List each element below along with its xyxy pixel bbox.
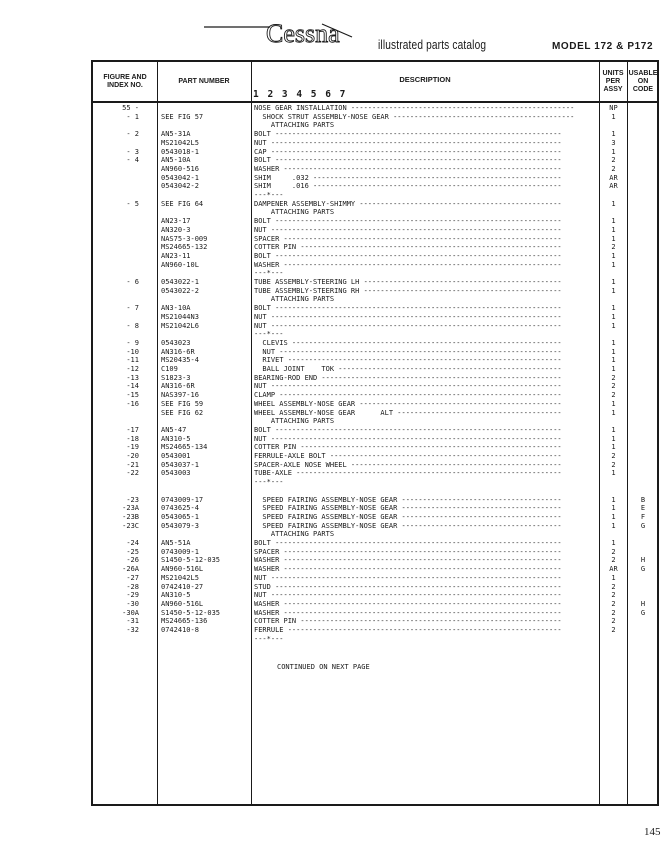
description: SPEED FAIRING ASSEMBLY-NOSE GEAR -------------------------------------- [254, 521, 562, 530]
description: NUT --------------------------------------------------------------------- [254, 312, 562, 321]
description: TUBE ASSEMBLY-STEERING LH ----------------------------------------------- [254, 278, 562, 286]
figure-index: - 6 [126, 278, 139, 286]
part-number: MS21042L5 [161, 138, 199, 147]
units-per-assy: 1 [611, 469, 616, 478]
table-row [93, 243, 657, 252]
table-row [93, 322, 657, 331]
part-number: AN5-51A [161, 539, 191, 547]
description: ---*--- [254, 330, 284, 339]
part-number: 0543079-3 [161, 521, 199, 530]
part-number: 0543022-1 [161, 278, 199, 286]
units-per-assy: 1 [611, 225, 616, 234]
table-row [93, 565, 657, 574]
table-row [93, 287, 657, 296]
description: RIVET ----------------------------------------------------------------- [254, 356, 562, 365]
usable-code: F [640, 512, 646, 521]
figure-index: -15 [126, 391, 139, 400]
table-row [93, 635, 657, 644]
description: SPACER ------------------------------------------------------------------ [254, 234, 562, 243]
description: ---*--- [254, 269, 284, 278]
indent-digits: 1 2 3 4 5 6 7 [253, 89, 347, 100]
figure-index: -23 [126, 495, 139, 504]
description: DAMPENER ASSEMBLY-SHIMMY ------------------------------------------------ [254, 199, 562, 208]
units-per-assy: 2 [611, 582, 616, 591]
usable-code: G [640, 565, 646, 574]
table-row [93, 330, 657, 339]
header-description: DESCRIPTION [399, 75, 451, 84]
table-row [93, 139, 657, 148]
table-row [93, 165, 657, 174]
description: BOLT -------------------------------------------------------------------- [254, 156, 562, 165]
continued-note: CONTINUED ON NEXT PAGE [277, 663, 370, 671]
table-row [93, 304, 657, 313]
units-per-assy: 2 [611, 460, 616, 469]
header-code: USABLE ON CODE [628, 69, 658, 93]
figure-index: -14 [126, 382, 139, 391]
part-number: S1450-5-12-035 [161, 556, 221, 565]
figure-index: - 7 [126, 304, 139, 313]
part-number: SEE FIG 64 [161, 199, 204, 208]
units-per-assy: 1 [611, 399, 616, 408]
figure-index: -23C [122, 521, 139, 530]
description: NUT --------------------------------------------------------------------- [254, 573, 562, 582]
description: NUT --------------------------------------------------------------------- [254, 382, 562, 391]
units-per-assy: 1 [611, 130, 616, 139]
table-row [93, 452, 657, 461]
table-row [93, 252, 657, 261]
table-row [93, 365, 657, 374]
table-row [93, 461, 657, 470]
table-row [93, 174, 657, 183]
figure-index: -21 [126, 460, 139, 469]
figure-index: -29 [126, 591, 139, 600]
model-label: MODEL 172 & P172 [552, 41, 654, 52]
units-per-assy: 1 [611, 356, 616, 365]
description: SPEED FAIRING ASSEMBLY-NOSE GEAR -------------------------------------- [254, 495, 562, 504]
table-row [93, 313, 657, 322]
part-number: AN960-516L [161, 565, 204, 574]
description: NUT --------------------------------------------------------------------- [254, 591, 562, 600]
figure-index: - 9 [126, 338, 139, 347]
part-number: MS24665-132 [161, 243, 208, 252]
description: SPEED FAIRING ASSEMBLY-NOSE GEAR -------------------------------------- [254, 504, 562, 513]
units-per-assy: AR [609, 565, 618, 574]
part-number: MS24665-134 [161, 443, 208, 452]
units-per-assy: 2 [611, 599, 616, 608]
description: WASHER ------------------------------------------------------------------ [254, 556, 562, 565]
units-per-assy: 1 [611, 112, 616, 121]
units-per-assy: 1 [611, 347, 616, 356]
table-row [93, 487, 657, 496]
part-number: AN3-10A [161, 304, 191, 313]
table-row [93, 191, 657, 200]
part-number: SEE FIG 62 [161, 408, 204, 417]
usable-code: B [640, 495, 646, 504]
part-number: 0543042-1 [161, 173, 199, 182]
table-row [93, 496, 657, 505]
figure-index: -26 [126, 556, 139, 565]
description: SPEED FAIRING ASSEMBLY-NOSE GEAR -------------------------------------- [254, 512, 562, 521]
description: CLAMP ------------------------------------------------------------------- [254, 391, 562, 400]
table-row [93, 391, 657, 400]
figure-index: -12 [126, 365, 139, 373]
description: SPACER ------------------------------------------------------------------ [254, 547, 562, 556]
description: WHEEL ASSEMBLY-NOSE GEAR ------------------------------------------------ [254, 399, 562, 408]
units-per-assy: 2 [611, 373, 616, 382]
part-number: AN5-47 [161, 425, 187, 434]
part-number: NAS397-16 [161, 391, 199, 400]
cessna-logo [204, 6, 374, 56]
table-row [93, 121, 657, 130]
description: STUD -------------------------------------------------------------------- [254, 582, 562, 591]
units-per-assy: 1 [611, 321, 616, 330]
units-per-assy: 1 [611, 443, 616, 452]
units-per-assy: NP [609, 104, 618, 112]
table-row [93, 539, 657, 548]
part-number: 0543022-2 [161, 286, 199, 295]
description: NUT --------------------------------------------------------------------- [254, 225, 562, 234]
part-number: MS21044N3 [161, 312, 199, 321]
usable-code: H [640, 599, 646, 608]
description: ---*--- [254, 634, 284, 643]
description: TUBE ASSEMBLY-STEERING RH ----------------------------------------------- [254, 286, 562, 295]
description: WHEEL ASSEMBLY-NOSE GEAR ALT --------------------------------------- [254, 408, 562, 417]
part-number: 0543003 [161, 469, 191, 478]
part-number: AN960-516L [161, 599, 204, 608]
part-number: 0743009-1 [161, 547, 199, 556]
description: FERRULE ----------------------------------------------------------------- [254, 626, 562, 634]
table-row [93, 104, 657, 113]
description: BOLT -------------------------------------------------------------------- [254, 251, 562, 260]
part-number: 0742410-8 [161, 626, 199, 634]
units-per-assy: 2 [611, 547, 616, 556]
table-row [93, 295, 657, 304]
units-per-assy: 3 [611, 138, 616, 147]
description: CLEVIS ---------------------------------------------------------------- [254, 338, 562, 347]
part-number: S1450-5-12-035 [161, 608, 221, 617]
units-per-assy: 1 [611, 539, 616, 547]
part-number: MS24665-136 [161, 617, 208, 626]
usable-code: H [640, 556, 646, 565]
description: NUT --------------------------------------------------------------------- [254, 321, 562, 330]
units-per-assy: 1 [611, 278, 616, 286]
figure-index: -11 [126, 356, 139, 365]
figure-index: -19 [126, 443, 139, 452]
table-row [93, 148, 657, 157]
table-row [93, 409, 657, 418]
description: ATTACHING PARTS [254, 121, 335, 130]
part-number: AN23-11 [161, 251, 191, 260]
table-row [93, 435, 657, 444]
units-per-assy: 1 [611, 199, 616, 208]
table-row [93, 348, 657, 357]
units-per-assy: 2 [611, 391, 616, 400]
figure-index: -22 [126, 469, 139, 478]
catalog-tagline: illustrated parts catalog [378, 37, 487, 52]
description: WASHER ------------------------------------------------------------------ [254, 608, 562, 617]
description: ATTACHING PARTS [254, 530, 335, 539]
table-row [93, 609, 657, 618]
figure-index: -28 [126, 582, 139, 591]
part-number: AN960-516 [161, 164, 199, 173]
units-per-assy: 1 [611, 425, 616, 434]
part-number: AN310-5 [161, 434, 191, 443]
part-number: AN316-6R [161, 347, 195, 356]
figure-index: -32 [126, 626, 139, 634]
description: FERRULE-AXLE BOLT ------------------------------------------------------- [254, 452, 562, 460]
units-per-assy: 1 [611, 504, 616, 513]
part-number: SEE FIG 57 [161, 112, 204, 121]
description: COTTER PIN -------------------------------------------------------------- [254, 443, 562, 452]
brand-wordmark: Cessna [266, 19, 340, 48]
units-per-assy: 2 [611, 156, 616, 165]
figure-index: - 4 [126, 156, 139, 165]
part-number: AN5-31A [161, 130, 191, 139]
description: COTTER PIN -------------------------------------------------------------- [254, 243, 562, 252]
units-per-assy: 2 [611, 556, 616, 565]
part-number: 0743009-17 [161, 495, 204, 504]
units-per-assy: 2 [611, 243, 616, 252]
description: ---*--- [254, 191, 284, 199]
units-per-assy: 2 [611, 608, 616, 617]
units-per-assy: 1 [611, 338, 616, 347]
units-per-assy: 1 [611, 573, 616, 582]
header-part-number: PART NUMBER [178, 77, 230, 85]
figure-index: -10 [126, 347, 139, 356]
part-number: SEE FIG 59 [161, 399, 204, 408]
description: SHOCK STRUT ASSEMBLY-NOSE GEAR ------------------------------------------- [254, 112, 575, 121]
units-per-assy: 1 [611, 286, 616, 295]
part-number: MS21042L5 [161, 573, 199, 582]
description: BOLT -------------------------------------------------------------------- [254, 425, 562, 434]
units-per-assy: 1 [611, 260, 616, 269]
figure-index: -13 [126, 373, 139, 382]
page-number: 145 [644, 826, 661, 838]
units-per-assy: 2 [611, 626, 616, 634]
units-per-assy: 2 [611, 164, 616, 173]
description: WASHER ------------------------------------------------------------------ [254, 599, 562, 608]
table-row [93, 504, 657, 513]
table-row [93, 443, 657, 452]
part-number: S1823-3 [161, 373, 191, 382]
table-row [93, 583, 657, 592]
table-row [93, 417, 657, 426]
description: WASHER ------------------------------------------------------------------ [254, 260, 562, 269]
figure-index: -26A [122, 565, 139, 574]
table-row [93, 426, 657, 435]
units-per-assy: 1 [611, 147, 616, 156]
description: ATTACHING PARTS [254, 208, 335, 217]
part-number: 0543065-1 [161, 512, 199, 521]
description: BALL JOINT TOK ----------------------------------------------------- [254, 365, 562, 373]
figure-index: -31 [126, 617, 139, 626]
description: SHIM .032 ----------------------------------------------------------- [254, 173, 562, 182]
units-per-assy: 1 [611, 495, 616, 504]
table-row [93, 513, 657, 522]
figure-index: - 2 [126, 130, 139, 139]
table-row [93, 374, 657, 383]
description: SPACER-AXLE NOSE WHEEL -------------------------------------------------- [254, 460, 562, 469]
description: BOLT -------------------------------------------------------------------- [254, 130, 562, 139]
description: WASHER ------------------------------------------------------------------ [254, 164, 562, 173]
figure-index: -30 [126, 599, 139, 608]
description: NUT ------------------------------------------------------------------- [254, 347, 562, 356]
table-row [93, 156, 657, 165]
description: ---*--- [254, 478, 284, 487]
figure-index: -23B [122, 512, 139, 521]
table-row [93, 591, 657, 600]
figure-index: - 8 [126, 321, 139, 330]
table-row [93, 269, 657, 278]
figure-index: -30A [122, 608, 139, 617]
units-per-assy: 1 [611, 408, 616, 417]
part-number: NAS75-3-009 [161, 234, 208, 243]
description: BOLT -------------------------------------------------------------------- [254, 304, 562, 313]
part-number: 0543018-1 [161, 147, 199, 156]
table-row [93, 217, 657, 226]
description: COTTER PIN -------------------------------------------------------------- [254, 617, 562, 626]
table-row [93, 600, 657, 609]
part-number: C109 [161, 365, 178, 373]
description: BOLT -------------------------------------------------------------------- [254, 217, 562, 226]
units-per-assy: 1 [611, 365, 616, 373]
table-row [93, 522, 657, 531]
description: NOSE GEAR INSTALLATION ----------------------------------------------------- [254, 104, 575, 112]
figure-index: -23A [122, 504, 139, 513]
figure-index: -27 [126, 573, 139, 582]
description: ATTACHING PARTS [254, 417, 335, 426]
description: NUT --------------------------------------------------------------------- [254, 138, 562, 147]
table-row [93, 208, 657, 217]
table-row [93, 182, 657, 191]
description: BEARING-ROD END --------------------------------------------------------- [254, 373, 562, 382]
usable-code: G [640, 521, 646, 530]
table-row [93, 556, 657, 565]
description: WASHER ------------------------------------------------------------------ [254, 565, 562, 574]
description: BOLT -------------------------------------------------------------------- [254, 539, 562, 547]
units-per-assy: AR [609, 182, 618, 191]
figure-index: -18 [126, 434, 139, 443]
units-per-assy: 2 [611, 452, 616, 460]
units-per-assy: 1 [611, 312, 616, 321]
units-per-assy: 1 [611, 434, 616, 443]
figure-index: - 3 [126, 147, 139, 156]
header-separator [93, 101, 657, 103]
units-per-assy: 1 [611, 251, 616, 260]
units-per-assy: AR [609, 173, 618, 182]
units-per-assy: 2 [611, 382, 616, 391]
description: CAP --------------------------------------------------------------------- [254, 147, 562, 156]
part-number: AN320-3 [161, 225, 191, 234]
table-row [93, 574, 657, 583]
figure-index: -17 [126, 425, 139, 434]
usable-code: G [640, 608, 646, 617]
table-row [93, 339, 657, 348]
figure-index: -25 [126, 547, 139, 556]
part-number: AN960-10L [161, 260, 199, 269]
table-row [93, 235, 657, 244]
units-per-assy: 1 [611, 304, 616, 313]
part-number: MS20435-4 [161, 356, 199, 365]
table-row [93, 278, 657, 287]
description: TUBE-AXLE --------------------------------------------------------------- [254, 469, 562, 478]
table-row [93, 130, 657, 139]
description: SHIM .016 ----------------------------------------------------------- [254, 182, 562, 191]
units-per-assy: 1 [611, 521, 616, 530]
part-number: MS21042L6 [161, 321, 199, 330]
units-per-assy: 2 [611, 591, 616, 600]
header-figure: FIGURE AND INDEX NO. [103, 73, 147, 89]
part-number: AN5-10A [161, 156, 191, 165]
part-number: 0543001 [161, 452, 191, 460]
table-row [93, 226, 657, 235]
table-row [93, 469, 657, 478]
table-row [93, 356, 657, 365]
units-per-assy: 1 [611, 512, 616, 521]
figure-index: - 5 [126, 199, 139, 208]
description: NUT --------------------------------------------------------------------- [254, 434, 562, 443]
part-number: AN310-5 [161, 591, 191, 600]
figure-index: -20 [126, 452, 139, 460]
figure-index: -24 [126, 539, 139, 547]
part-number: AN316-6R [161, 382, 195, 391]
table-row [93, 382, 657, 391]
part-number: 0543042-2 [161, 182, 199, 191]
units-per-assy: 1 [611, 234, 616, 243]
header-units: UNITS PER ASSY [602, 69, 624, 93]
table-row [93, 617, 657, 626]
table-row [93, 261, 657, 270]
description: ATTACHING PARTS [254, 295, 335, 304]
part-number: 0543037-1 [161, 460, 199, 469]
table-row [93, 200, 657, 209]
units-per-assy: 2 [611, 617, 616, 626]
table-row [93, 548, 657, 557]
part-number: 0742410-27 [161, 582, 204, 591]
part-number: AN23-17 [161, 217, 191, 226]
figure-index: -16 [126, 399, 139, 408]
figure-index: - 1 [126, 112, 139, 121]
table-row [93, 113, 657, 122]
units-per-assy: 1 [611, 217, 616, 226]
usable-code: E [640, 504, 646, 513]
table-row [93, 530, 657, 539]
table-row [93, 400, 657, 409]
table-row [93, 626, 657, 635]
parts-table [91, 60, 659, 806]
part-number: 0543023 [161, 338, 191, 347]
part-number: 0743625-4 [161, 504, 199, 513]
figure-index: 55 - [122, 104, 139, 112]
table-row [93, 478, 657, 487]
